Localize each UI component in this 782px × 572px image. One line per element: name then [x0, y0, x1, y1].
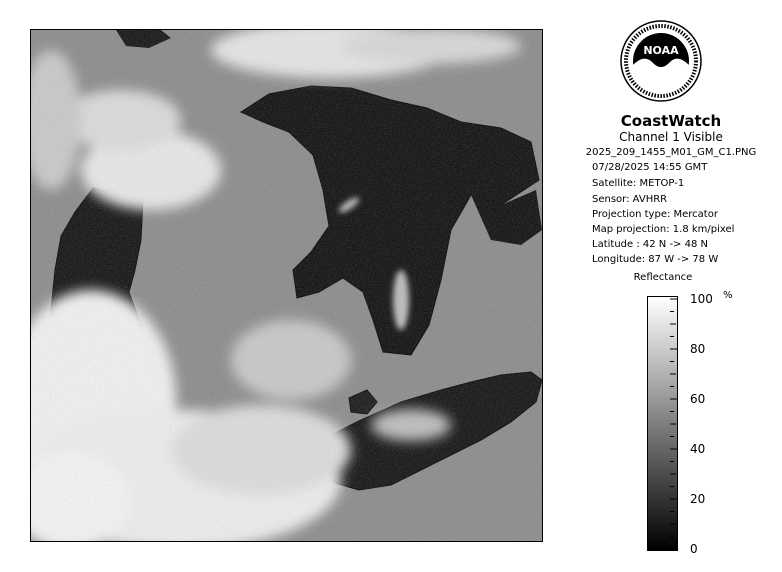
product-title: CoastWatch — [620, 112, 722, 130]
scale-tick-label: 0 — [690, 542, 698, 556]
image-texture — [31, 30, 542, 541]
logo-text: NOAA — [643, 44, 679, 57]
scale-tick-label: 40 — [690, 442, 706, 456]
scale-tick-label: 80 — [690, 342, 706, 356]
meta-projection-type: Projection type: Mercator — [592, 209, 718, 220]
meta-sensor: Sensor: AVHRR — [592, 194, 668, 205]
meta-longitude: Longitude: 87 W -> 78 W — [592, 254, 719, 265]
meta-satellite: Satellite: METOP-1 — [592, 178, 685, 189]
scale-tick-label: 20 — [690, 492, 706, 506]
satellite-map[interactable] — [30, 29, 543, 542]
scale-tick-label: 100 — [690, 292, 713, 306]
image-filename: 2025_209_1455_M01_GM_C1.PNG — [585, 147, 757, 158]
scale-ticks — [670, 290, 740, 560]
meta-datetime: 07/28/2025 14:55 GMT — [592, 162, 708, 173]
meta-map-projection: Map projection: 1.8 km/pixel — [592, 224, 735, 235]
noaa-logo — [620, 18, 702, 104]
satellite-image — [31, 30, 542, 541]
scale-unit: % — [723, 290, 733, 301]
scale-label: Reflectance — [633, 272, 693, 283]
channel-subtitle: Channel 1 Visible — [619, 130, 723, 144]
scale-tick-label: 60 — [690, 392, 706, 406]
meta-latitude: Latitude : 42 N -> 48 N — [592, 239, 708, 250]
